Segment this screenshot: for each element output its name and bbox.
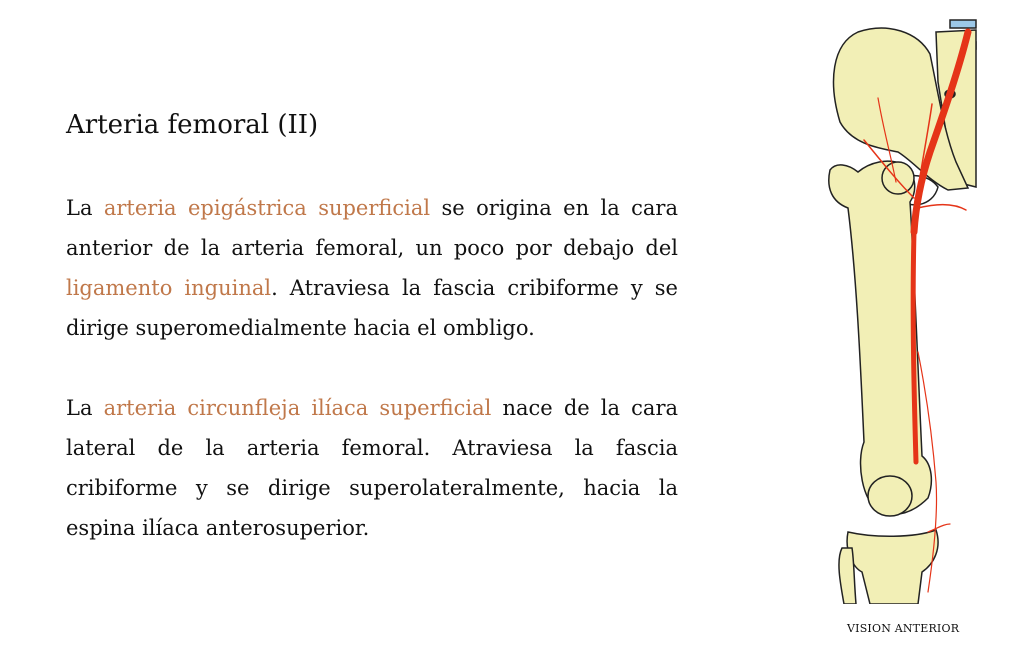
text: La bbox=[66, 196, 104, 220]
figure-caption: VISION ANTERIOR bbox=[847, 622, 960, 635]
text: nace de la cara lateral de la arteria femoral. Atraviesa la fascia cribiforme y se dirige superolateralmente, hacia la espina ilíaca anterosuperior. bbox=[66, 396, 679, 540]
page-title: Arteria femoral (II) bbox=[66, 110, 319, 140]
femoral-anatomy-illustration bbox=[818, 12, 978, 604]
spine-disc bbox=[950, 20, 976, 28]
term-epigastric-artery: arteria epigástrica superficial bbox=[103, 196, 431, 220]
tibia bbox=[847, 530, 938, 604]
paragraph-circumflex bbox=[66, 388, 678, 548]
paragraph-epigastric bbox=[66, 188, 678, 348]
text: . Atraviesa la fascia cribiforme y se dirige superomedialmente hacia el ombligo. bbox=[66, 276, 678, 340]
fibula bbox=[839, 548, 856, 604]
text: se origina en la cara anterior de la arteria femoral, un poco por debajo del bbox=[66, 196, 678, 260]
text: La bbox=[66, 396, 104, 420]
pudendal-branch bbox=[918, 205, 966, 211]
femoral-artery bbox=[913, 232, 916, 462]
patella bbox=[868, 476, 912, 516]
term-circumflex-artery: arteria circunfleja ilíaca superficial bbox=[103, 396, 492, 420]
collateral-branch bbox=[928, 524, 950, 532]
term-inguinal-ligament: ligamento inguinal bbox=[66, 276, 272, 300]
